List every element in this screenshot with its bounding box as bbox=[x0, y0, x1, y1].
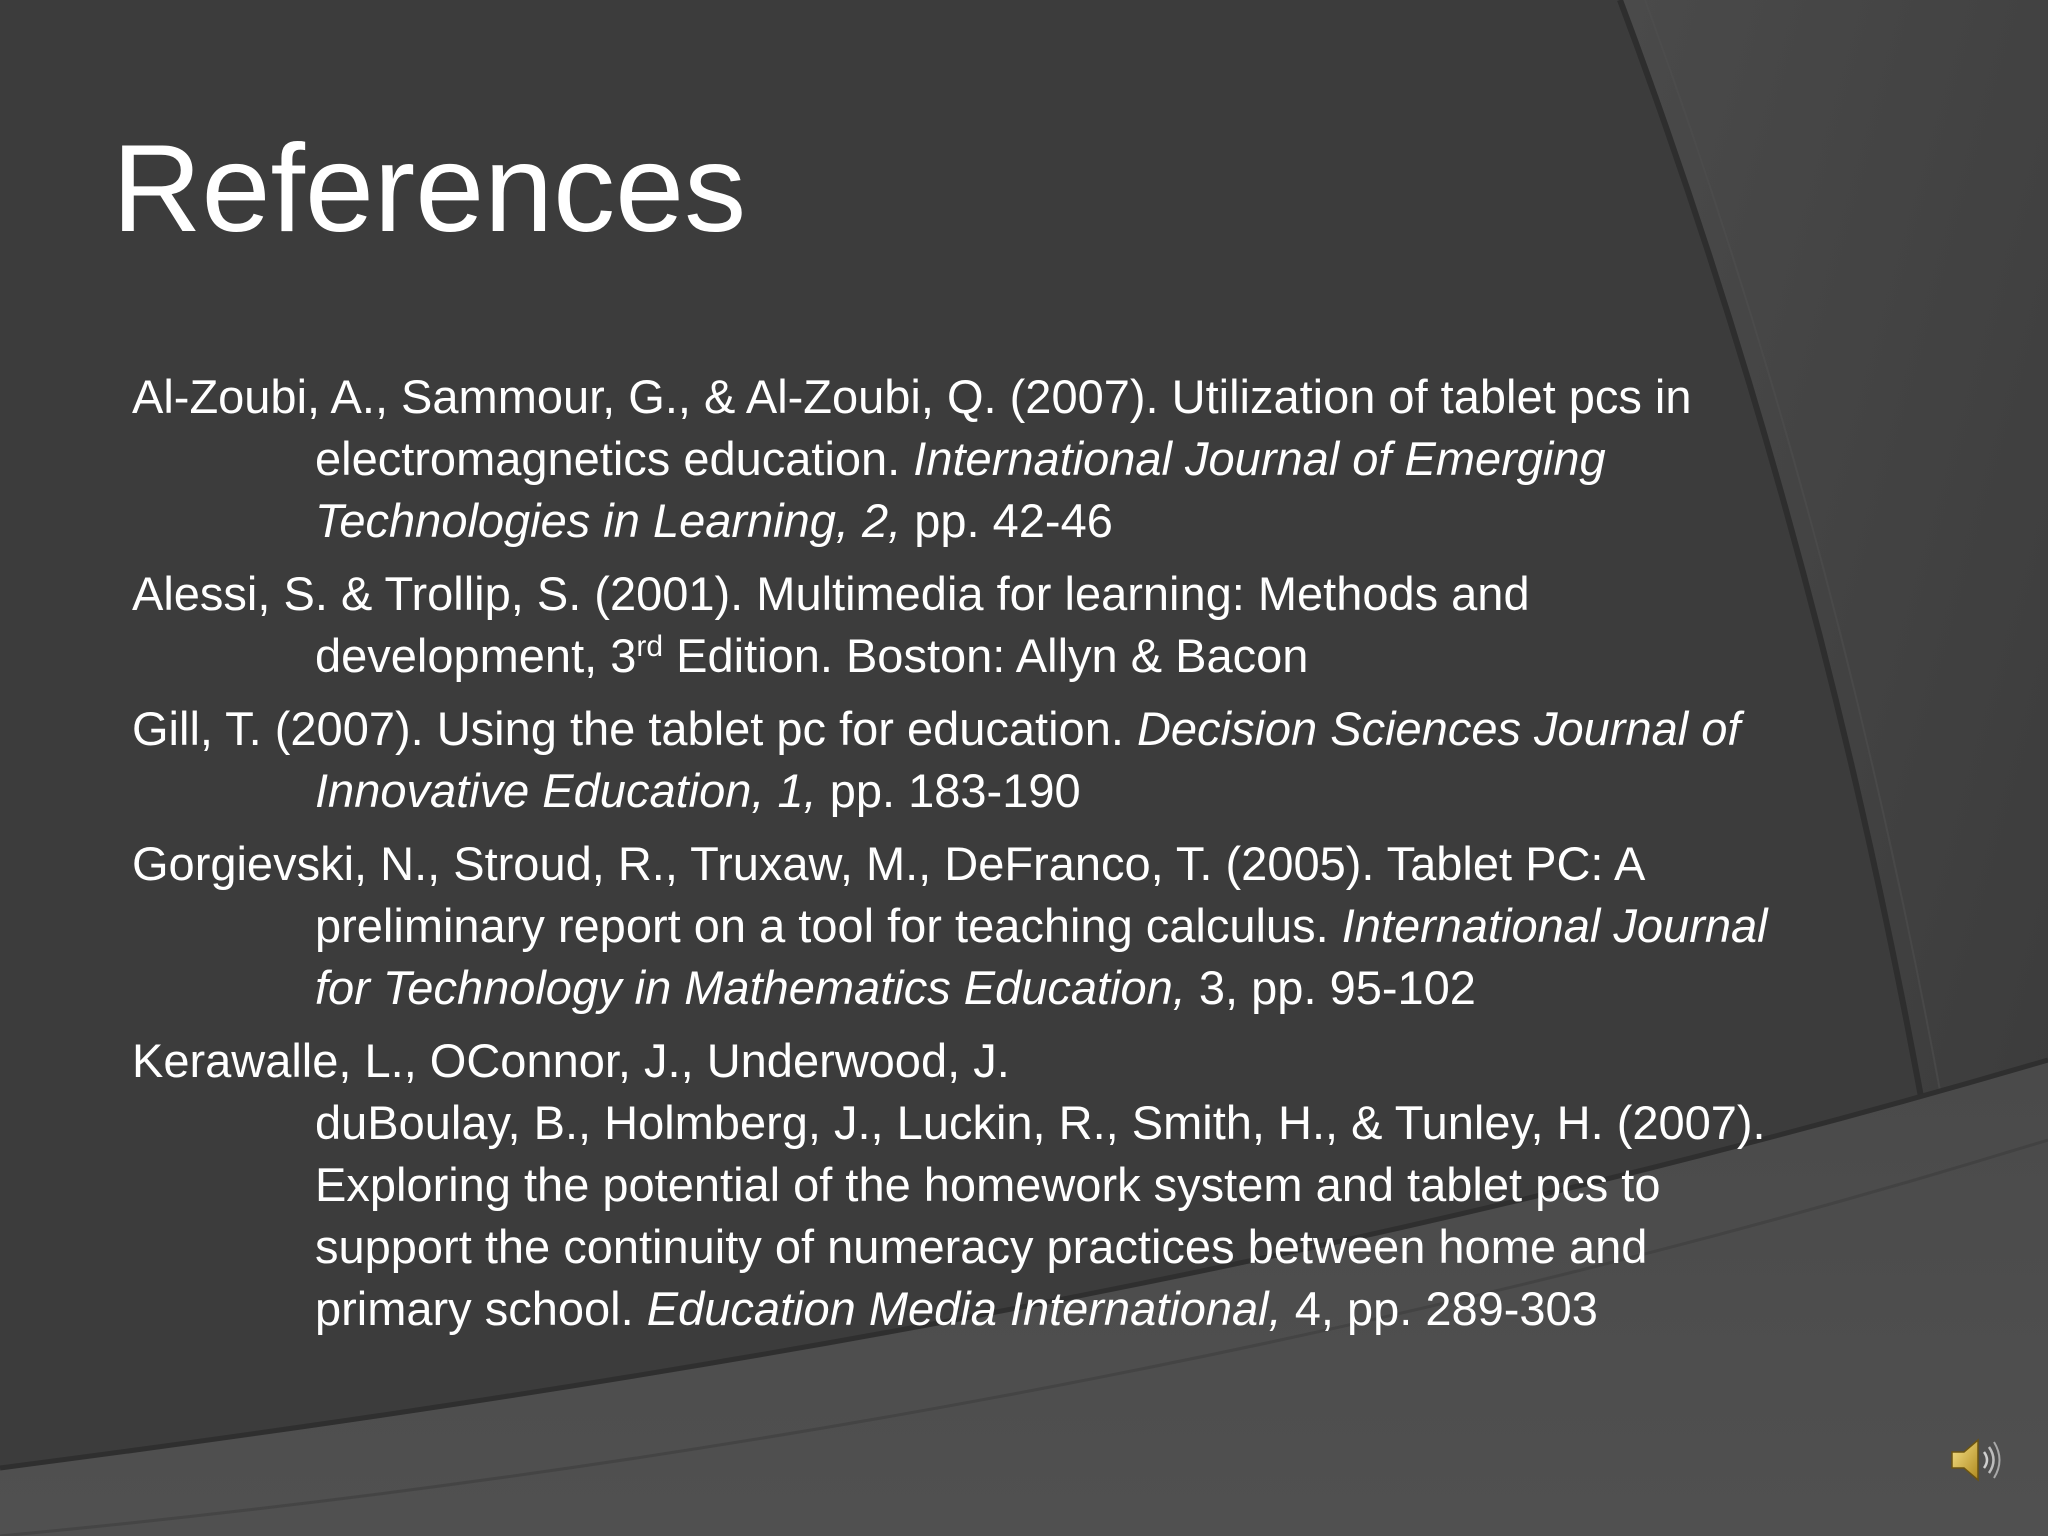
reference-text: pp. 183-190 bbox=[816, 764, 1081, 817]
superscript-text: rd bbox=[636, 630, 664, 663]
reference-line bbox=[132, 1216, 1932, 1278]
italic-text: Innovative Education, 1, bbox=[315, 764, 817, 817]
reference-item bbox=[132, 1030, 1932, 1340]
reference-item bbox=[132, 366, 1932, 552]
reference-line bbox=[132, 760, 1932, 822]
reference-text: duBoulay, B., Holmberg, J., Luckin, R., Smith, H., & Tunley, H. (2007). bbox=[315, 1096, 1766, 1149]
reference-line bbox=[132, 698, 1932, 760]
reference-line bbox=[132, 833, 1932, 895]
reference-text: support the continuity of numeracy practices between home and bbox=[315, 1220, 1648, 1273]
reference-text: 3, pp. 95-102 bbox=[1185, 961, 1476, 1014]
italic-text: for Technology in Mathematics Education, bbox=[315, 961, 1186, 1014]
reference-text: primary school. bbox=[315, 1282, 647, 1335]
reference-line bbox=[132, 428, 1932, 490]
slide-title: References bbox=[112, 120, 747, 258]
reference-line bbox=[132, 625, 1932, 687]
reference-text: Gorgievski, N., Stroud, R., Truxaw, M., DeFranco, T. (2005). Tablet PC: A bbox=[132, 837, 1646, 890]
reference-item bbox=[132, 833, 1932, 1019]
reference-text: Al-Zoubi, A., Sammour, G., & Al-Zoubi, Q. (2007). Utilization of tablet pcs in bbox=[132, 370, 1692, 423]
reference-line bbox=[132, 1092, 1932, 1154]
reference-line bbox=[132, 1278, 1932, 1340]
reference-line bbox=[132, 957, 1932, 1019]
reference-text: pp. 42-46 bbox=[901, 494, 1113, 547]
reference-text: development, 3 bbox=[315, 629, 637, 682]
reference-item bbox=[132, 698, 1932, 822]
reference-line bbox=[132, 1154, 1932, 1216]
reference-item bbox=[132, 563, 1932, 687]
reference-text: electromagnetics education. bbox=[315, 432, 914, 485]
reference-line bbox=[132, 1030, 1932, 1092]
italic-text: Decision Sciences Journal of bbox=[1136, 702, 1741, 755]
speaker-icon[interactable] bbox=[1948, 1432, 2004, 1488]
italic-text: Technologies in Learning, 2, bbox=[315, 494, 902, 547]
references-list bbox=[132, 366, 1932, 1351]
reference-line bbox=[132, 563, 1932, 625]
reference-text: preliminary report on a tool for teaching calculus. bbox=[315, 899, 1342, 952]
reference-text: Edition. Boston: Allyn & Bacon bbox=[663, 629, 1309, 682]
reference-text: Alessi, S. & Trollip, S. (2001). Multimedia for learning: Methods and bbox=[132, 567, 1530, 620]
reference-line bbox=[132, 490, 1932, 552]
italic-text: International Journal of Emerging bbox=[913, 432, 1606, 485]
reference-text: 4, pp. 289-303 bbox=[1281, 1282, 1598, 1335]
reference-text: Gill, T. (2007). Using the tablet pc for education. bbox=[132, 702, 1137, 755]
italic-text: International Journal bbox=[1341, 899, 1768, 952]
italic-text: Education Media International, bbox=[646, 1282, 1282, 1335]
reference-text: Kerawalle, L., OConnor, J., Underwood, J. bbox=[132, 1034, 1010, 1087]
reference-line bbox=[132, 895, 1932, 957]
reference-text: Exploring the potential of the homework system and tablet pcs to bbox=[315, 1158, 1661, 1211]
reference-line bbox=[132, 366, 1932, 428]
